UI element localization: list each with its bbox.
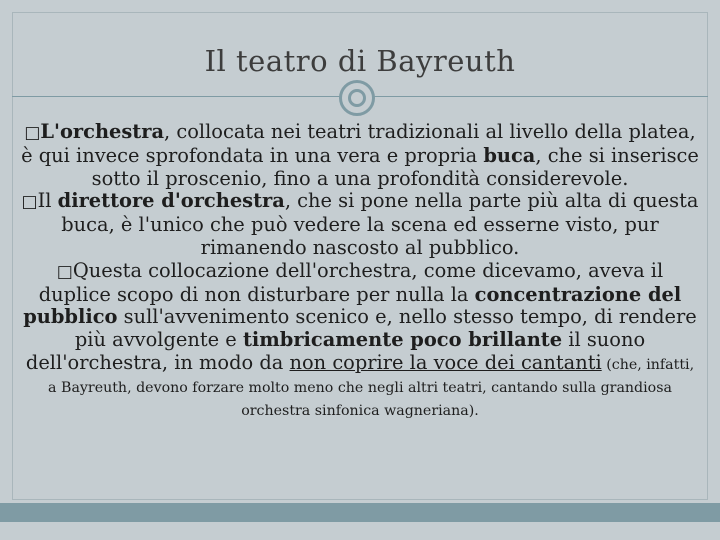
paragraph-orchestra xyxy=(20,121,700,190)
bold-term: timbricamente poco brillante xyxy=(242,328,563,352)
slide-body xyxy=(20,121,700,420)
slide-title: Il teatro di Bayreuth xyxy=(204,44,516,78)
paragraph-text: , che si pone nella parte più alta di questa buca, è l'unico che può vedere la scena ed esserne visto, pur rimanendo nascosto al pubblico. xyxy=(61,189,699,259)
parenthetical-note: (che, infatti, a Bayreuth, devono forzare molto meno che negli altri teatri, cantando sulla grandiosa orchestra sinfonica wagneriana). xyxy=(48,356,695,419)
circle-ornament-icon xyxy=(339,80,375,116)
bullet-icon: □ xyxy=(56,261,73,282)
underlined-text: non coprire la voce dei cantanti xyxy=(289,350,602,374)
bottom-accent-bar xyxy=(0,503,720,522)
paragraph-direttore xyxy=(20,190,700,259)
paragraph-text: , collocata nei teatri tradizionali al livello della platea, è qui invece sprofondata in una vera e propria xyxy=(21,120,696,167)
bold-term: L'orchestra xyxy=(40,120,165,143)
bullet-icon: □ xyxy=(21,192,38,213)
paragraph-collocazione xyxy=(20,260,700,421)
bullet-icon: □ xyxy=(24,123,41,143)
paragraph-text: Il xyxy=(37,189,58,213)
paragraph-text: il suono dell'orchestra, in modo da xyxy=(25,328,646,374)
bold-term: concentrazione del pubblico xyxy=(23,282,682,329)
paragraph-text: Questa collocazione dell'orchestra, come dicevamo, aveva il duplice scopo di non disturbare per nulla la xyxy=(38,258,664,306)
bold-term: direttore d'orchestra xyxy=(57,189,285,213)
bold-term: buca xyxy=(483,143,536,167)
paragraph-text: sull'avvenimento scenico e, nello stesso tempo, di rendere più avvolgente e xyxy=(74,305,697,352)
paragraph-text: , che si inserisce sotto il proscenio, fino a una profondità considerevole. xyxy=(91,143,699,190)
